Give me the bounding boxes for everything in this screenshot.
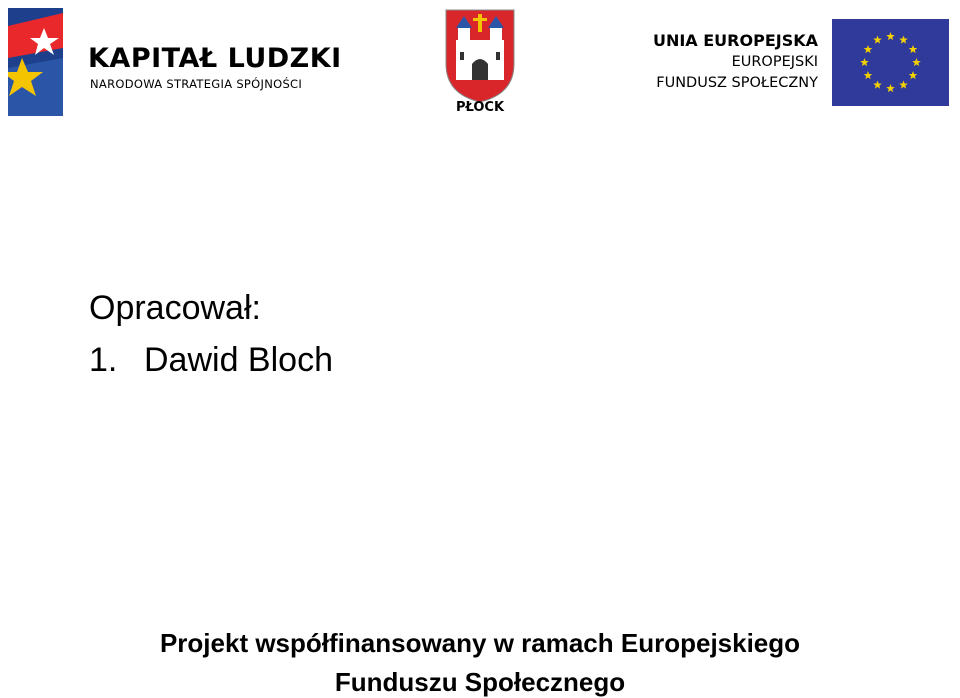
author-list-item	[89, 340, 333, 380]
list-item-number: 1.	[89, 341, 118, 379]
footer-line-1: Projekt współfinansowany w ramach Europejskiego	[159, 628, 801, 658]
unia-europejska-line1: UNIA EUROPEJSKA	[652, 31, 818, 50]
footer-line-2: Funduszu Społecznego	[334, 667, 626, 697]
author-heading: Opracował:	[89, 289, 261, 327]
kapital-ludzki-subtitle: NARODOWA STRATEGIA SPÓJNOŚCI	[90, 77, 303, 91]
author-name: Dawid Bloch	[144, 341, 333, 379]
unia-europejska-line3: FUNDUSZ SPOŁECZNY	[656, 75, 818, 91]
unia-europejska-line2: EUROPEJSKI	[731, 54, 818, 70]
kapital-ludzki-title: KAPITAŁ LUDZKI	[88, 43, 342, 74]
plock-label: PŁOCK	[455, 100, 505, 115]
eu-flag-icon	[832, 19, 949, 106]
